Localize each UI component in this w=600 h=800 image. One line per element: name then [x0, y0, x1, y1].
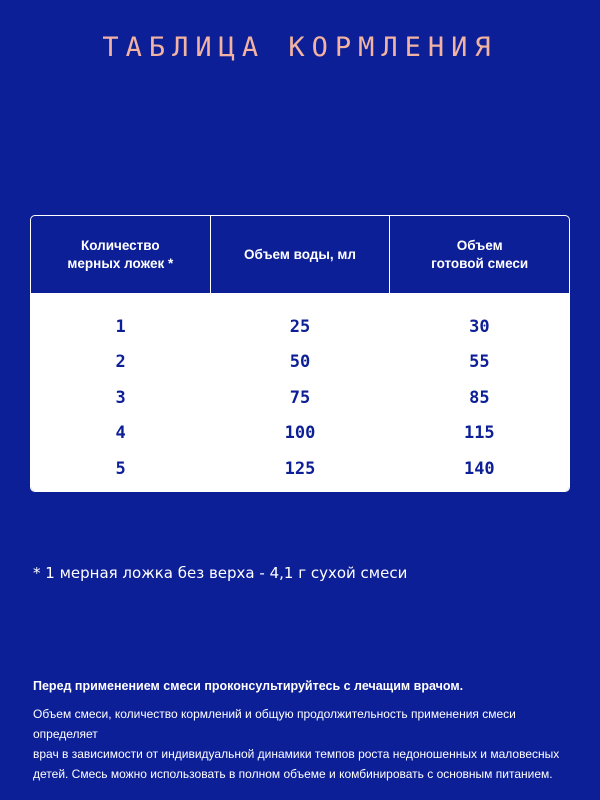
header-spoons: Количество мерных ложек *	[67, 237, 174, 271]
cell-spoons: 3	[115, 387, 126, 408]
header-mix-volume: Объем готовой смеси	[389, 216, 569, 293]
cell-water: 125	[284, 458, 316, 479]
cell-water: 50	[289, 352, 311, 373]
table-row	[31, 416, 569, 452]
spoon-footnote: * 1 мерная ложка без верха - 4,1 г сухой смеси	[33, 564, 408, 582]
doctor-warning: Перед применением смеси проконсультируйтесь с лечащим врачом.	[33, 679, 464, 693]
cell-mix: 30	[469, 316, 490, 337]
cell-spoons: 1	[115, 316, 126, 337]
cell-mix: 115	[463, 423, 495, 444]
table-row	[31, 451, 569, 487]
cell-mix: 85	[469, 387, 490, 408]
table-row	[31, 345, 569, 381]
feeding-table	[30, 215, 570, 492]
cell-water: 100	[284, 423, 316, 444]
cell-water: 75	[289, 387, 311, 408]
table-row	[31, 309, 569, 345]
cell-mix: 140	[463, 458, 495, 479]
cell-water: 25	[289, 316, 311, 337]
cell-spoons: 4	[115, 423, 126, 444]
cell-mix: 55	[469, 352, 490, 373]
cell-spoons: 2	[115, 352, 126, 373]
page-title: ТАБЛИЦА КОРМЛЕНИЯ	[102, 32, 498, 63]
table-body	[31, 294, 569, 491]
usage-description: Объем смеси, количество кормлений и общую продолжительность применения смеси определяет врач в зависимости от индивидуальной динамики темпов роста недоношенных и маловесных детей. Смесь можно использовать в полном объеме и комбинировать с основным питанием.	[33, 707, 560, 781]
cell-spoons: 5	[115, 458, 126, 479]
header-water-volume: Объем воды, мл	[210, 216, 390, 293]
table-header	[31, 216, 569, 294]
table-row	[31, 380, 569, 416]
